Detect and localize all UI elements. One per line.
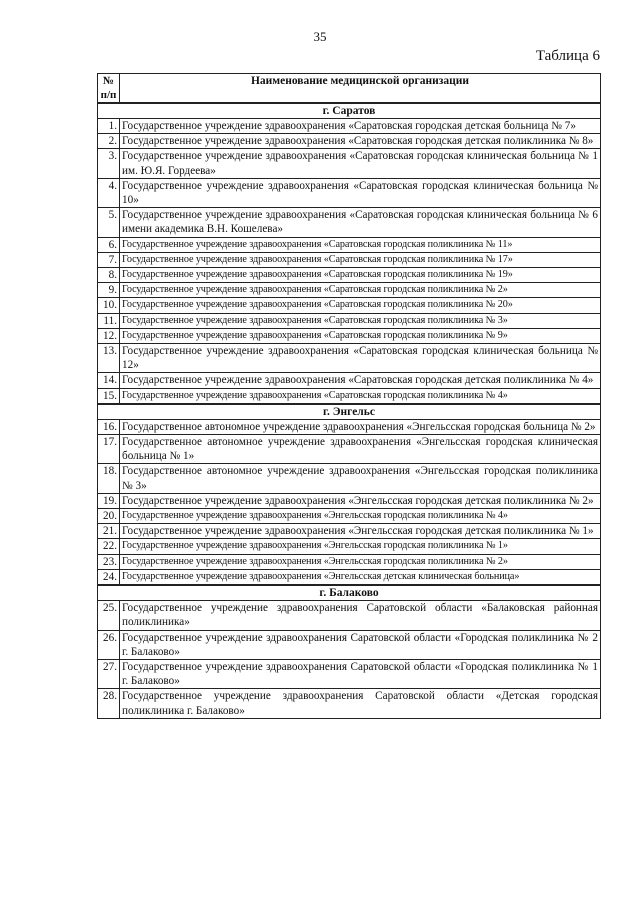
table-row (98, 689, 601, 718)
table-row (98, 313, 601, 328)
table-row (98, 554, 601, 569)
table-row (98, 464, 601, 493)
table-caption: Таблица 6 (535, 48, 600, 64)
organization-name: Государственное учреждение здравоохранения Саратовской области «Детская городская поликлиника г. Балаково» (120, 689, 601, 718)
row-number: 17. (98, 435, 120, 464)
organization-name: Государственное учреждение здравоохранения «Саратовская городская поликлиника № 2» (120, 283, 601, 298)
table-row (98, 208, 601, 237)
row-number: 7. (98, 252, 120, 267)
organization-name: Государственное учреждение здравоохранения «Саратовская городская поликлиника № 19» (120, 268, 601, 283)
table-row (98, 388, 601, 404)
row-number: 22. (98, 539, 120, 554)
city-heading: г. Саратов (98, 103, 601, 119)
page-number: 35 (313, 29, 327, 44)
row-number: 23. (98, 554, 120, 569)
city-group-row (98, 404, 601, 420)
row-number: 9. (98, 283, 120, 298)
organization-name: Государственное учреждение здравоохранения «Саратовская городская клиническая больница № 1 им. Ю.Я. Гордеева» (120, 149, 601, 178)
city-group-row (98, 103, 601, 119)
row-number: 10. (98, 298, 120, 313)
table-row (98, 328, 601, 343)
city-heading: г. Энгельс (98, 404, 601, 420)
organization-name: Государственное учреждение здравоохранения «Саратовская городская поликлиника № 11» (120, 237, 601, 252)
organization-name: Государственное учреждение здравоохранения «Саратовская городская детская поликлиника № 8» (120, 134, 601, 149)
table-header-row (98, 74, 601, 104)
organization-name: Государственное автономное учреждение здравоохранения «Энгельсская городская клиническая больница № 1» (120, 435, 601, 464)
organization-name: Государственное учреждение здравоохранения «Саратовская городская клиническая больница № 12» (120, 344, 601, 373)
organization-name: Государственное учреждение здравоохранения «Саратовская городская поликлиника № 3» (120, 313, 601, 328)
table-row (98, 268, 601, 283)
row-number: 4. (98, 178, 120, 207)
organization-name: Государственное учреждение здравоохранения «Саратовская городская детская больница № 7» (120, 119, 601, 134)
organization-name: Государственное учреждение здравоохранения «Саратовская городская поликлиника № 20» (120, 298, 601, 313)
row-number: 24. (98, 569, 120, 585)
table-row (98, 344, 601, 373)
row-number: 26. (98, 630, 120, 659)
table-row (98, 569, 601, 585)
table-row (98, 659, 601, 688)
table-row (98, 524, 601, 539)
table-row (98, 539, 601, 554)
row-number: 1. (98, 119, 120, 134)
table-row (98, 601, 601, 630)
organization-name: Государственное учреждение здравоохранения «Энгельсская городская поликлиника № 2» (120, 554, 601, 569)
city-group-row (98, 585, 601, 601)
row-number: 25. (98, 601, 120, 630)
row-number: 28. (98, 689, 120, 718)
column-header-number: № п/п (98, 74, 120, 104)
organization-name: Государственное учреждение здравоохранения «Саратовская городская поликлиника № 4» (120, 388, 601, 404)
organization-name: Государственное учреждение здравоохранения «Энгельсская городская поликлиника № 4» (120, 509, 601, 524)
row-number: 18. (98, 464, 120, 493)
organization-name: Государственное учреждение здравоохранения «Саратовская городская клиническая больница № 10» (120, 178, 601, 207)
row-number: 13. (98, 344, 120, 373)
organization-name: Государственное автономное учреждение здравоохранения «Энгельсская городская поликлиника № 3» (120, 464, 601, 493)
table-row (98, 509, 601, 524)
table-row (98, 252, 601, 267)
row-number: 2. (98, 134, 120, 149)
column-header-name: Наименование медицинской организации (120, 74, 601, 104)
organization-name: Государственное учреждение здравоохранения «Саратовская городская клиническая больница № 6 имени академика В.Н. Кошелева» (120, 208, 601, 237)
table-row (98, 373, 601, 388)
organization-name: Государственное автономное учреждение здравоохранения «Энгельсская городская больница № 2» (120, 419, 601, 434)
row-number: 21. (98, 524, 120, 539)
row-number: 15. (98, 388, 120, 404)
organization-name: Государственное учреждение здравоохранения Саратовской области «Балаковская районная поликлиника» (120, 601, 601, 630)
city-heading: г. Балаково (98, 585, 601, 601)
table-row (98, 237, 601, 252)
organization-name: Государственное учреждение здравоохранения «Энгельсская детская клиническая больница» (120, 569, 601, 585)
organizations-table (97, 73, 601, 719)
organization-name: Государственное учреждение здравоохранения «Саратовская городская поликлиника № 17» (120, 252, 601, 267)
table-row (98, 630, 601, 659)
row-number: 12. (98, 328, 120, 343)
row-number: 8. (98, 268, 120, 283)
organization-name: Государственное учреждение здравоохранения «Энгельсская городская поликлиника № 1» (120, 539, 601, 554)
table-body (98, 103, 601, 718)
row-number: 3. (98, 149, 120, 178)
row-number: 14. (98, 373, 120, 388)
row-number: 19. (98, 493, 120, 508)
organization-name: Государственное учреждение здравоохранения «Энгельсская городская детская поликлиника № 1» (120, 524, 601, 539)
organization-name: Государственное учреждение здравоохранения Саратовской области «Городская поликлиника № 1 г. Балаково» (120, 659, 601, 688)
organization-name: Государственное учреждение здравоохранения «Саратовская городская поликлиника № 9» (120, 328, 601, 343)
table-row (98, 134, 601, 149)
table-row (98, 149, 601, 178)
row-number: 20. (98, 509, 120, 524)
table-row (98, 283, 601, 298)
table-row (98, 178, 601, 207)
organization-name: Государственное учреждение здравоохранения «Саратовская городская детская поликлиника № 4» (120, 373, 601, 388)
row-number: 5. (98, 208, 120, 237)
table-row (98, 419, 601, 434)
table-row (98, 298, 601, 313)
table-row (98, 435, 601, 464)
row-number: 11. (98, 313, 120, 328)
organization-name: Государственное учреждение здравоохранения Саратовской области «Городская поликлиника № 2 г. Балаково» (120, 630, 601, 659)
organization-name: Государственное учреждение здравоохранения «Энгельсская городская детская поликлиника № 2» (120, 493, 601, 508)
row-number: 27. (98, 659, 120, 688)
row-number: 16. (98, 419, 120, 434)
table-row (98, 493, 601, 508)
table-row (98, 119, 601, 134)
row-number: 6. (98, 237, 120, 252)
